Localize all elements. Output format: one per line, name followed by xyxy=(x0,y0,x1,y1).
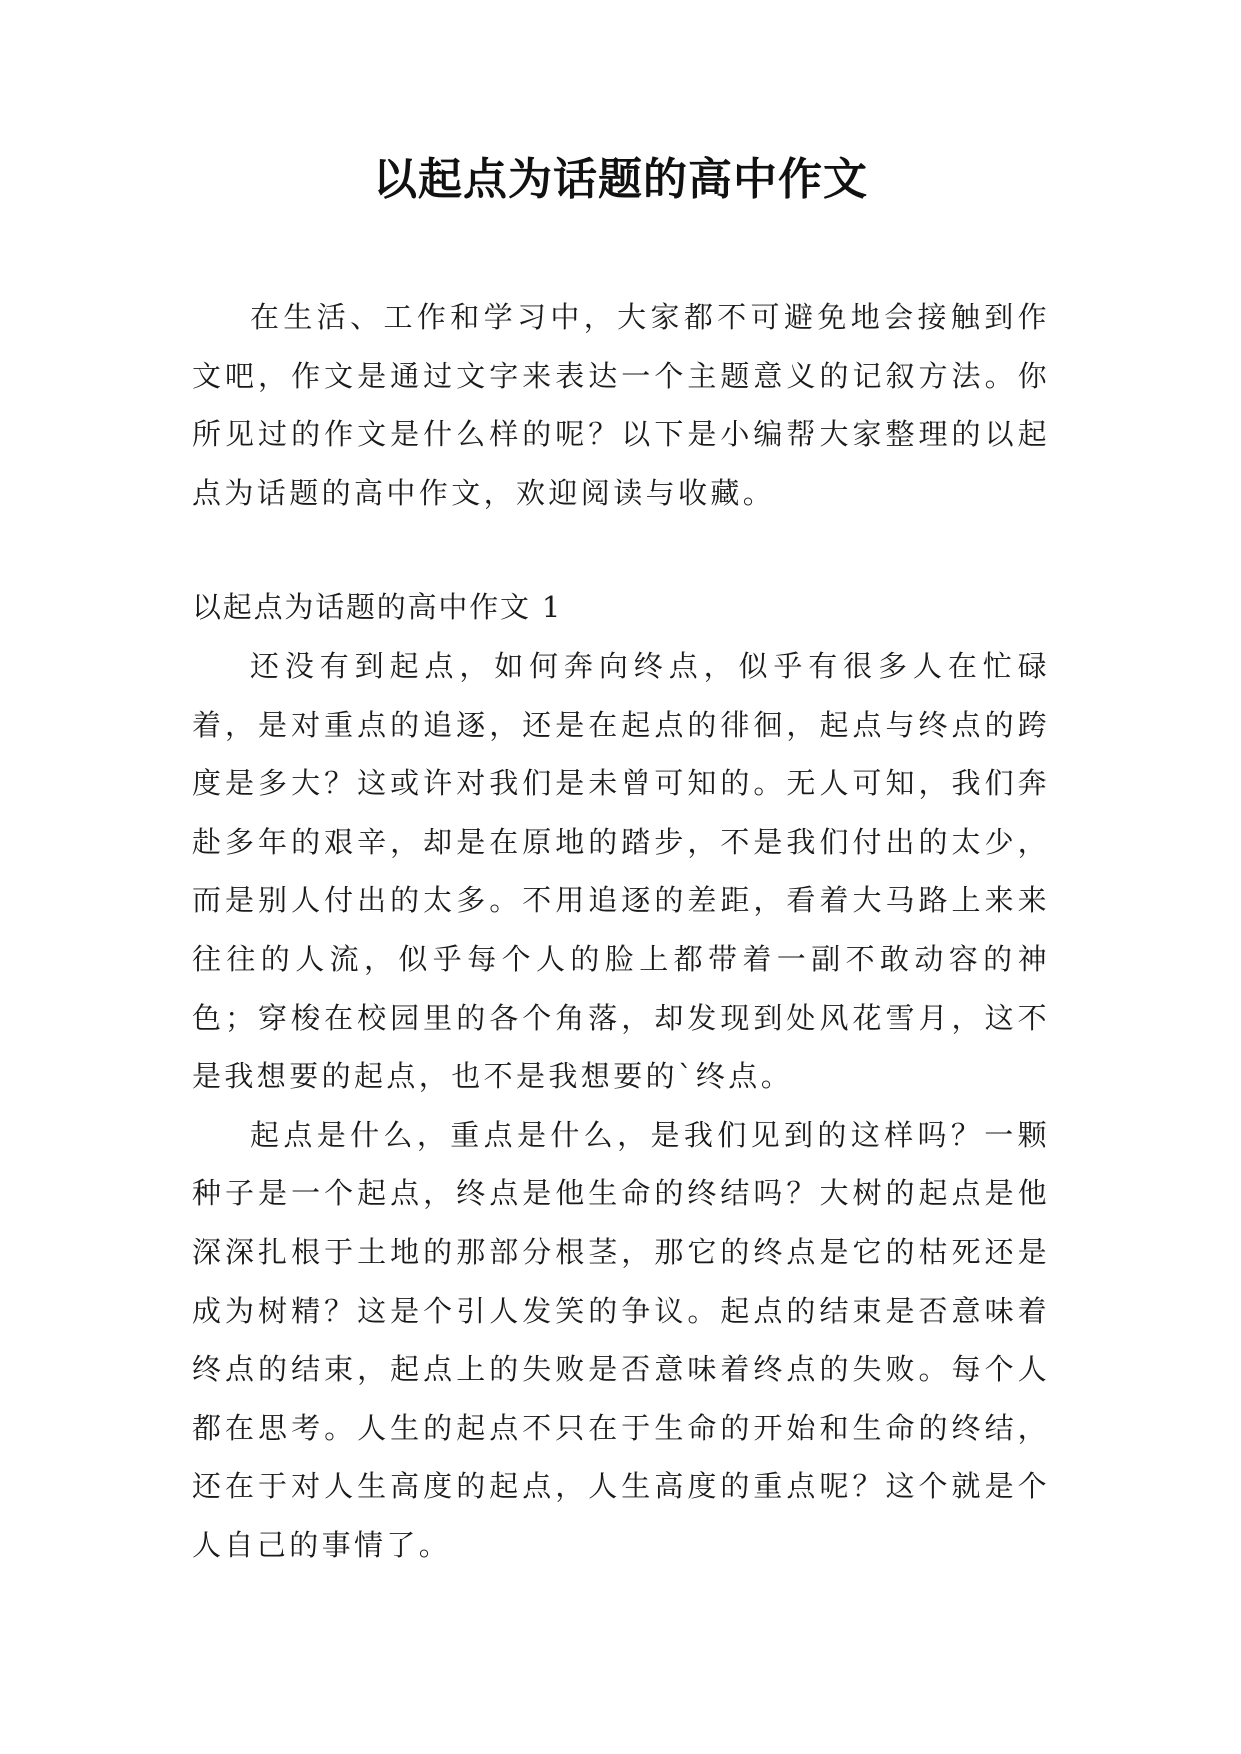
essay-paragraph-2: 起点是什么，重点是什么，是我们见到的这样吗？一颗种子是一个起点，终点是他生命的终结吗？大树的起点是他深深扎根于土地的那部分根茎，那它的终点是它的枯死还是成为树精？这是个引人发笑的争议。起点的结束是否意味着终点的结束，起点上的失败是否意味着终点的失败。每个人都在思考。人生的起点不只在于生命的开始和生命的终结，还在于对人生高度的起点，人生高度的重点呢？这个就是个人自己的事情了。 xyxy=(192,1117,1050,1562)
intro-paragraph: 在生活、工作和学习中，大家都不可避免地会接触到作文吧，作文是通过文字来表达一个主题意义的记叙方法。你所见过的作文是什么样的呢？以下是小编帮大家整理的以起点为话题的高中作文，欢迎阅读与收藏。 xyxy=(192,300,1050,510)
section-heading: 以起点为话题的高中作文 1 xyxy=(192,590,563,625)
document-title: 以起点为话题的高中作文 xyxy=(373,154,868,205)
document-body xyxy=(192,288,1050,1574)
essay-paragraph-1: 还没有到起点，如何奔向终点，似乎有很多人在忙碌着，是对重点的追逐，还是在起点的徘徊，起点与终点的跨度是多大？这或许对我们是未曾可知的。无人可知，我们奔赴多年的艰辛，却是在原地的踏步，不是我们付出的太少，而是别人付出的太多。不用追逐的差距，看着大马路上来来往往的人流，似乎每个人的脸上都带着一副不敢动容的神色；穿梭在校园里的各个角落，却发现到处风花雪月，这不是我想要的起点，也不是我想要的`终点。 xyxy=(192,648,1050,1094)
